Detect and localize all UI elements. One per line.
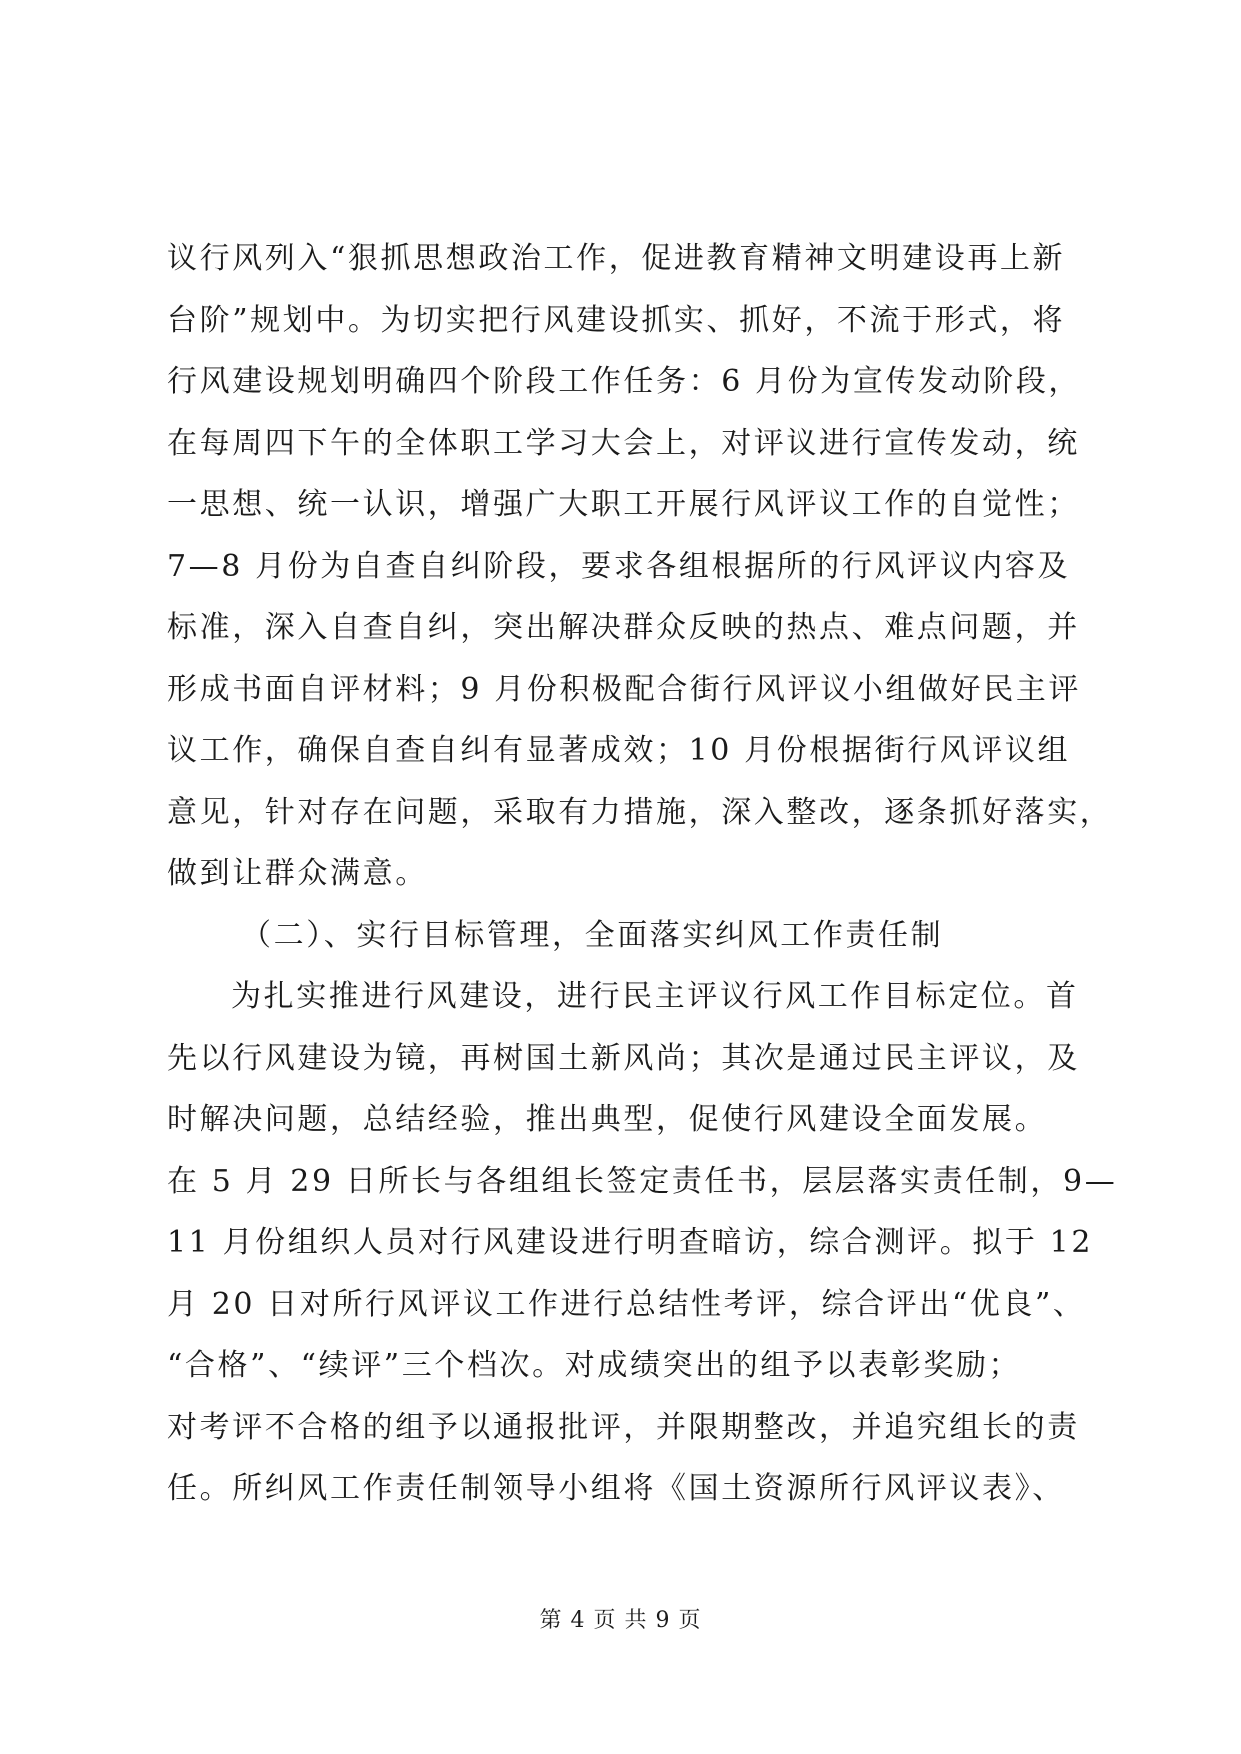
text-line: 11 月份组织人员对行风建设进行明查暗访，综合测评。拟于 12 — [167, 1225, 1094, 1260]
text-line: 月 20 日对所行风评议工作进行总结性考评，综合评出“优良”、 — [167, 1286, 1086, 1322]
text-line: “合格”、“续评”三个档次。对成绩突出的组予以表彰奖励； — [167, 1348, 1022, 1383]
text-line: 台阶”规划中。为切实把行风建设抓实、抓好，不流于形式，将 — [167, 302, 1066, 338]
page-number-footer: 第 4 页 共 9 页 — [539, 1608, 702, 1633]
text-line: 议工作，确保自查自纠有显著成效；10 月份根据街行风评议组 — [167, 733, 1071, 768]
text-line: 在每周四下午的全体职工学习大会上，对评议进行宣传发动，统 — [167, 425, 1080, 461]
text-line: 时解决问题，总结经验，推出典型，促使行风建设全面发展。 — [167, 1102, 1048, 1137]
text-line: 标准，深入自查自纠，突出解决群众反映的热点、难点问题，并 — [167, 610, 1080, 645]
text-line: 议行风列入“狠抓思想政治工作，促进教育精神文明建设再上新 — [167, 241, 1066, 276]
text-line: 为扎实推进行风建设，进行民主评议行风工作目标定位。首 — [231, 979, 1079, 1014]
text-line: 做到让群众满意。 — [167, 856, 428, 891]
text-line: 形成书面自评材料；9 月份积极配合街行风评议小组做好民主评 — [167, 671, 1082, 707]
text-line: 行风建设规划明确四个阶段工作任务：6 月份为宣传发动阶段， — [167, 364, 1082, 399]
text-line: 在 5 月 29 日所长与各组组长签定责任书，层层落实责任制，9— — [167, 1163, 1118, 1199]
text-line: 7—8 月份为自查自纠阶段，要求各组根据所的行风评议内容及 — [167, 548, 1071, 584]
text-line: 意见，针对存在问题，采取有力措施，深入整改，逐条抓好落实， — [167, 794, 1113, 830]
document-body — [167, 228, 1118, 1520]
text-line: 一思想、统一认识，增强广大职工开展行风评议工作的自觉性； — [167, 487, 1080, 522]
section-heading: （二）、实行目标管理，全面落实纠风工作责任制 — [241, 917, 944, 953]
text-line: 对考评不合格的组予以通报批评，并限期整改，并追究组长的责 — [167, 1409, 1080, 1445]
text-line: 任。所纠风工作责任制领导小组将《国土资源所行风评议表》、 — [167, 1471, 1065, 1506]
text-line: 先以行风建设为镜，再树国土新风尚；其次是通过民主评议，及 — [167, 1040, 1080, 1076]
